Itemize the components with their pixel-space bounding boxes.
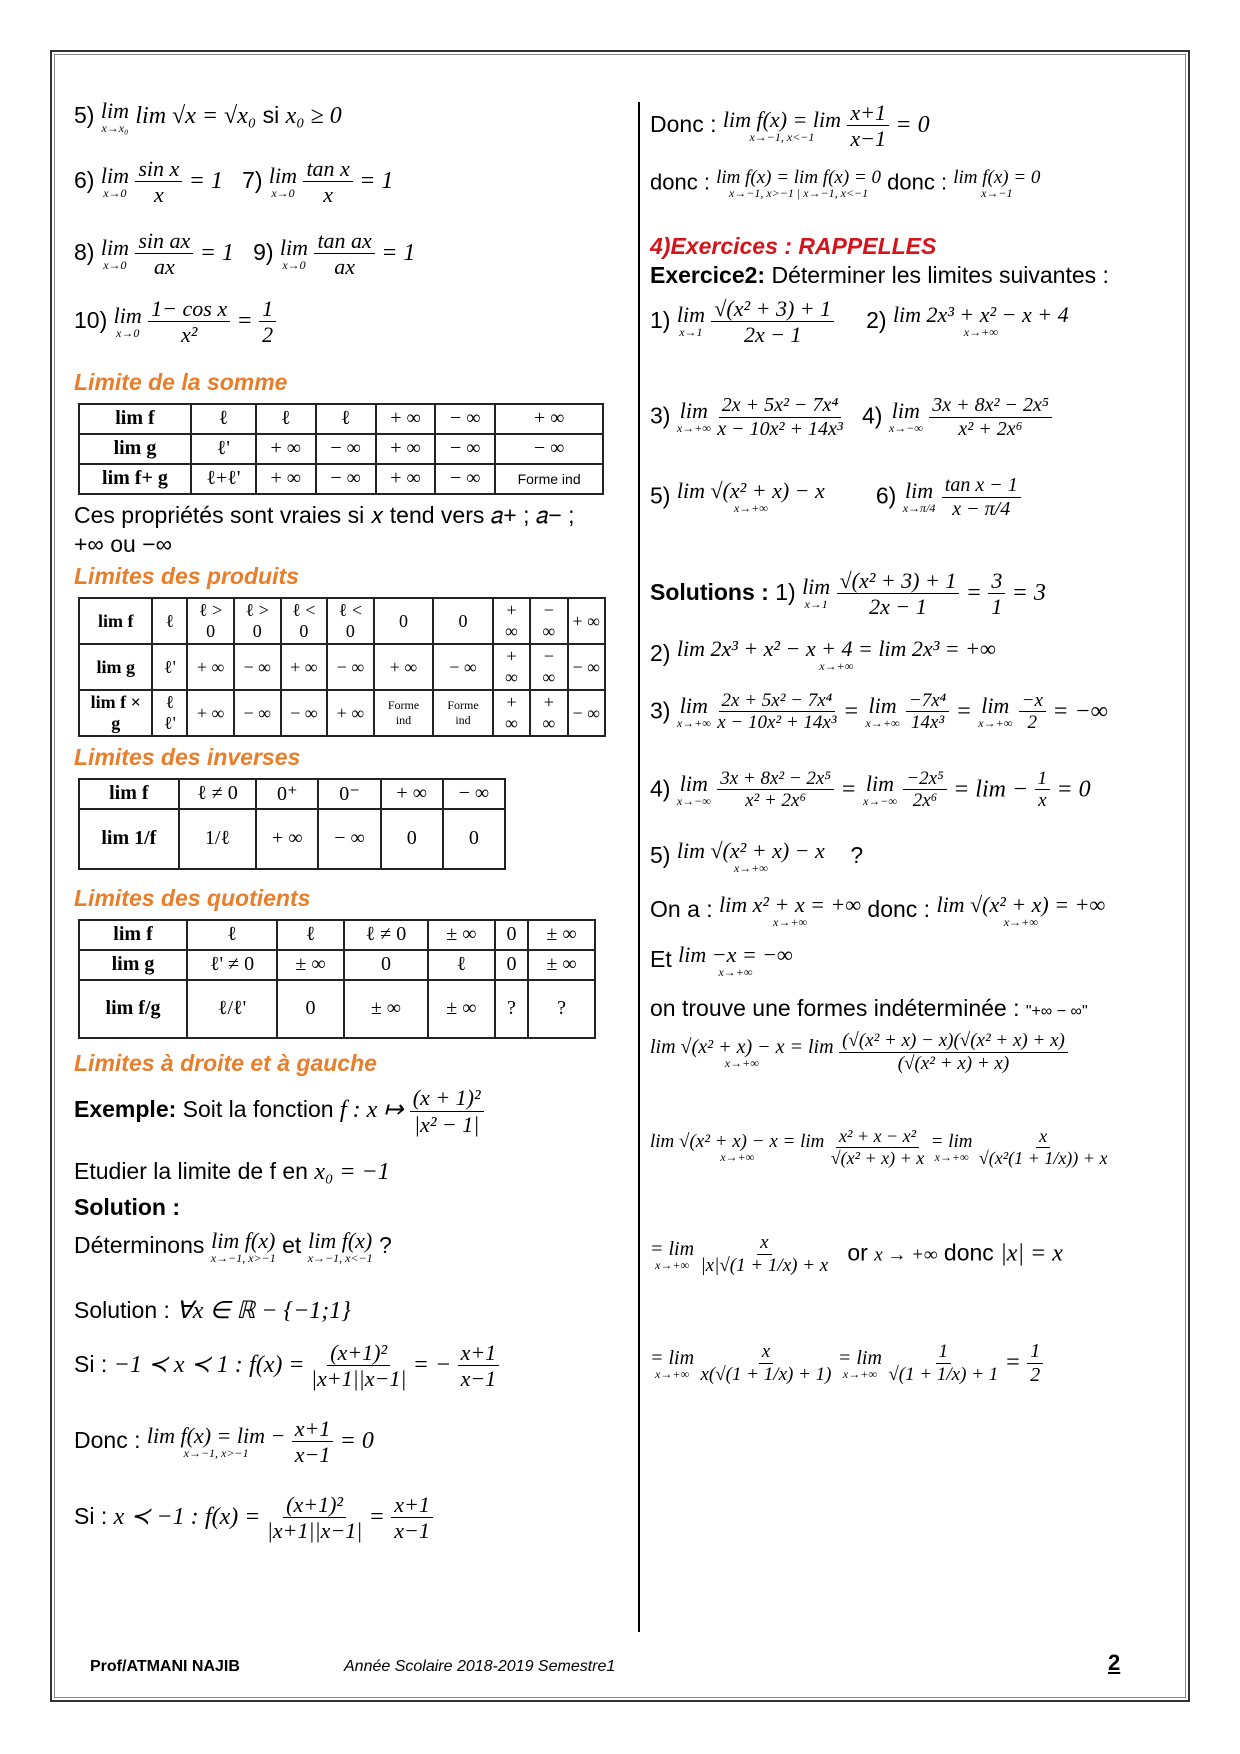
expr: lim √x = √x₀: [135, 103, 257, 130]
limit: = lim x→+∞: [650, 1237, 695, 1272]
x0-value: x₀ = −1: [314, 1159, 390, 1186]
result: = 0: [895, 111, 930, 138]
table-cell: lim f × g: [79, 690, 152, 736]
limit: lim x→−∞: [862, 770, 897, 808]
footer-year: Année Scolaire 2018-2019 Semestre1: [344, 1658, 616, 1675]
limit: lim x→−∞: [888, 398, 923, 435]
question-5-6: [650, 474, 1160, 550]
solution-number: 1): [775, 578, 796, 605]
table-cell: 0: [443, 809, 505, 869]
fraction: $\frac{1}{x}$: [1035, 768, 1051, 813]
fraction: $\frac{\text{(x+1)²}}{|x+1||x-1|}$: [266, 1492, 363, 1544]
table-cell: ℓ': [191, 434, 256, 464]
formula-6-7: [74, 156, 624, 228]
table-cell: ℓ: [277, 920, 344, 950]
limit: lim √(x² + x) − x = lim x→+∞: [650, 1035, 834, 1070]
table-cell: ℓ > 0: [234, 598, 281, 644]
limit: lim x→−∞: [676, 770, 711, 808]
donc-text: donc :: [650, 169, 710, 195]
table-cell: lim f+ g: [79, 464, 191, 494]
fraction: $\frac{\text{sin ax}}{ax}$: [135, 228, 193, 280]
fraction: $\frac{\text{(x + 1)²}}{\text{|x² − 1|}}$: [410, 1085, 484, 1137]
limit: lim x→+∞: [676, 692, 711, 730]
limit: = lim x→+∞: [650, 1346, 695, 1381]
limit: lim x→1: [802, 574, 831, 612]
heading-somme: Limite de la somme: [74, 369, 288, 395]
table-cell: 0: [344, 950, 428, 980]
table-cell: ℓ: [256, 404, 316, 434]
si-case-2: [74, 1492, 624, 1560]
table-cell: + ∞: [256, 464, 316, 494]
table-row: [79, 434, 603, 464]
result: = 3: [1011, 579, 1046, 606]
table-cell: + ∞: [187, 644, 234, 690]
table-cell: ± ∞: [428, 920, 495, 950]
text: si: [262, 102, 280, 129]
fraction: $\frac{x}{\text{√(x²(1 + 1/x)) + x}}$: [978, 1126, 1108, 1168]
table-row: [79, 779, 505, 809]
fraction: $\frac{\text{tan ax}}{ax}$: [314, 228, 374, 280]
exercice2: [650, 261, 1160, 290]
fraction: $\frac{\text{(x+1)²}}{|x+1||x-1|}$: [310, 1340, 407, 1392]
fraction: $\frac{\text{−2x⁵}}{\text{2x⁶}}$: [903, 768, 946, 813]
fraction: $\frac{\text{3x + 8x² − 2x⁵}}{\text{x² + 2x⁶}}$: [717, 768, 834, 813]
page-number: 2: [1108, 1650, 1121, 1675]
limit: lim x→0: [113, 302, 142, 340]
table-cell: − ∞: [435, 404, 495, 434]
table-cell: ℓ' ≠ 0: [187, 950, 277, 980]
question-number: 3): [650, 402, 671, 429]
condition: x ≺ −1 :: [113, 1503, 199, 1530]
table-row: [79, 598, 605, 644]
table-cell: ℓ: [152, 598, 187, 644]
table-cell: ℓ ≠ 0: [179, 779, 257, 809]
table-cell: + ∞: [381, 779, 443, 809]
fraction: $\frac{\text{√(x² + 3) + 1}}{2x - 1}$: [711, 296, 834, 348]
table-cell: ℓ: [191, 404, 256, 434]
determinons: [74, 1230, 624, 1286]
abs-result: |x| = x: [1000, 1240, 1063, 1267]
heading-quotients: Limites des quotients: [74, 884, 311, 911]
table-row: [79, 404, 603, 434]
solution-5: [650, 837, 1160, 890]
donc-text: Donc :: [650, 110, 717, 137]
table-cell: 0⁺: [256, 779, 318, 809]
formula-number: 5): [74, 102, 95, 129]
table-cell: Forme ind: [433, 690, 493, 736]
exemple: [74, 1085, 624, 1149]
table-cell: + ∞: [281, 644, 328, 690]
derivation-line-2: [650, 1126, 1160, 1222]
fraction: $\frac{\text{(√(x² + x) − x)(√(x² + x) + x)}}{\text{(√(x² + x) + x)}}$: [839, 1030, 1068, 1075]
table-cell: − ∞: [316, 464, 376, 494]
table-cell: + ∞: [256, 434, 316, 464]
fraction: $\frac{\text{sin x}}{x}$: [135, 156, 182, 208]
table-cell: 0: [495, 920, 528, 950]
props-line-2: +∞ ou −∞: [74, 530, 173, 557]
table-cell: − ∞: [327, 644, 374, 690]
table-cell: lim f: [79, 404, 191, 434]
table-cell: 0: [381, 809, 443, 869]
domain-expr: ∀x ∈ ℝ − {−1;1}: [176, 1298, 351, 1324]
derivation-line-4: [650, 1340, 1160, 1436]
forme-indeterminee: "+∞ − ∞": [1025, 1002, 1088, 1020]
function: f(x) =: [249, 1351, 305, 1378]
limit: lim −x = −∞ x→+∞: [678, 941, 793, 979]
heading-produits: Limites des produits: [74, 563, 299, 590]
limit: lim x→0: [100, 234, 129, 272]
table-cell: ℓ < 0: [281, 598, 328, 644]
table-cell: 1/ℓ: [179, 809, 257, 869]
condition: x → +∞: [874, 1244, 938, 1266]
solution-number: 3): [650, 696, 671, 723]
limit: lim x→1: [676, 302, 705, 340]
footer-author: Prof/ATMANI NAJIB: [90, 1658, 240, 1675]
et-line: [650, 941, 1160, 990]
function: f(x) =: [204, 1503, 261, 1530]
table-cell: − ∞: [568, 644, 605, 690]
table-cell: − ∞: [443, 779, 505, 809]
table-somme: [78, 403, 604, 495]
table-cell: ?: [495, 980, 528, 1038]
table-row: [79, 980, 595, 1038]
table-quotients: [78, 919, 596, 1039]
fraction: $\frac{1}{√(1 + 1/x) + 1}$: [888, 1341, 999, 1386]
limit: lim f(x) = lim x→−1, x<−1: [722, 106, 841, 144]
fraction: $\frac{\text{√(x² + 3) + 1}}{2x - 1}$: [837, 568, 960, 620]
equals: =: [236, 307, 253, 334]
solution-number: 4): [650, 774, 671, 801]
limit: lim f(x) x→−1, x<−1: [307, 1228, 373, 1265]
left-column: [74, 100, 624, 1560]
table-cell: − ∞: [234, 644, 281, 690]
fraction: $\frac{\text{tan x − 1}}{x - \pi/4}$: [942, 474, 1021, 521]
solution-3: 3) lim x→+∞ $\frac{\text{2x + 5x² − 7x⁴}}{\text{x − 10x² + 14x³}}$ = lim x→+∞ $\frac{\text{−7x⁴}}{\text{14x³}}$ = lim x→+∞ $\frac{-x}{2}$ = −∞: [650, 689, 1108, 734]
limit: lim x→0: [100, 162, 129, 200]
exercice-text: Déterminer les limites suivantes :: [771, 261, 1109, 288]
table-cell: + ∞: [376, 434, 436, 464]
table-cell: − ∞: [435, 434, 495, 464]
solution-text: Solution :: [74, 1297, 170, 1323]
fraction: $\frac{\text{2x + 5x² − 7x⁴}}{\text{x − 10x² + 14x³}}$: [717, 689, 837, 734]
solution-1: [650, 568, 1160, 638]
limit: lim x→x₀: [100, 98, 129, 135]
fraction: $\frac{3}{1}$: [988, 568, 1005, 620]
table-cell: 0: [433, 598, 493, 644]
fraction: $\frac{-x}{2}$: [1019, 690, 1046, 735]
table-cell: − ∞: [234, 690, 281, 736]
table-cell: ℓ > 0: [187, 598, 234, 644]
table-row: [79, 950, 595, 980]
fraction: $\frac{1}{2}$: [1027, 1340, 1043, 1387]
table-cell: ± ∞: [277, 950, 344, 980]
result: = 1: [199, 239, 234, 266]
table-cell: + ∞: [376, 464, 436, 494]
table-cell: + ∞: [493, 598, 530, 644]
limit: lim f(x) = lim − x→−1, x>−1: [146, 1422, 286, 1460]
limit: lim f(x) = 0 x→−1: [953, 167, 1041, 200]
table-cell: + ∞: [568, 598, 605, 644]
result: = 1: [188, 167, 223, 194]
question-number: 2): [866, 306, 887, 333]
heading-droite-gauche: Limites à droite et à gauche: [74, 1049, 377, 1076]
limit: lim √(x² + x) = +∞ x→+∞: [936, 891, 1106, 929]
determinons-text: Déterminons: [74, 1232, 205, 1259]
equals: =: [1004, 1349, 1021, 1376]
fraction: $\frac{x+1}{x-1}$: [458, 1340, 500, 1392]
fraction: $\frac{x+1}{x-1}$: [847, 100, 889, 152]
table-cell: + ∞: [376, 404, 436, 434]
formula-5: [74, 100, 624, 156]
question-number: 5): [650, 482, 671, 509]
donc-text: Donc :: [74, 1426, 141, 1453]
table-cell: − ∞: [435, 464, 495, 494]
table-cell: lim f: [79, 920, 187, 950]
limit: lim x→0: [279, 234, 309, 272]
fraction: $\frac{x+1}{x-1}$: [292, 1416, 334, 1468]
limit: lim f(x) = lim f(x) = 0 x→−1, x>−1 | x→−1, x<−1: [716, 167, 881, 200]
question-mark: ?: [379, 1232, 392, 1259]
table-row: [79, 920, 595, 950]
formula-number: 6): [74, 166, 95, 193]
result: = 0: [1056, 775, 1091, 802]
etudier-text: Etudier la limite de f en: [74, 1158, 308, 1185]
etudier: [74, 1157, 624, 1187]
fraction: $\frac{\text{2x + 5x² − 7x⁴}}{\text{x − 10x² + 14x³}}$: [717, 393, 843, 440]
limit: lim √(x² + x) − x = lim x→+∞: [650, 1130, 825, 1164]
fraction: $\frac{x}{x(√(1 + 1/x) + 1)}$: [700, 1341, 832, 1386]
question-mark: ?: [850, 841, 864, 868]
table-cell: ℓ+ℓ': [191, 464, 256, 494]
limit: = lim x→+∞: [930, 1130, 973, 1164]
limit: lim √(x² + x) − x x→+∞: [676, 478, 825, 515]
table-cell: ± ∞: [528, 950, 595, 980]
heading-exercices: 4)Exercices : RAPPELLES: [650, 233, 937, 259]
question-number: 1): [650, 306, 671, 333]
table-cell: Forme ind: [374, 690, 434, 736]
table-cell: ℓ/ℓ': [187, 980, 277, 1038]
table-cell: lim f: [79, 779, 179, 809]
solution-4: 4) lim x→−∞ $\frac{\text{3x + 8x² − 2x⁵}}{\text{x² + 2x⁶}}$ = lim x→−∞ $\frac{\text{−2x⁵}}{\text{2x⁶}}$ = lim − $\frac{1}{x}$ = 0: [650, 767, 1091, 812]
table-cell: + ∞: [530, 690, 567, 736]
fraction: $\frac{\text{1− cos x}}{\text{x²}}$: [148, 296, 230, 348]
table-cell: 0⁻: [318, 779, 380, 809]
table-cell: − ∞: [568, 690, 605, 736]
table-cell: ℓ': [152, 644, 187, 690]
limit: lim x→+∞: [865, 692, 900, 730]
table-cell: + ∞: [493, 690, 530, 736]
table-row: [79, 644, 605, 690]
column-divider: [638, 102, 640, 1632]
equals: = −: [412, 1351, 452, 1378]
question-number: 4): [862, 402, 883, 429]
table-row: [79, 809, 505, 869]
table-cell: ± ∞: [428, 980, 495, 1038]
limit: lim 2x³ + x² − x + 4 x→+∞: [892, 302, 1069, 340]
table-cell: ℓ ℓ': [152, 690, 187, 736]
question-number: 6): [875, 482, 897, 509]
exemple-label: Exemple:: [74, 1096, 177, 1123]
limit: lim f(x) x→−1, x>−1: [210, 1228, 276, 1265]
table-row: [79, 464, 603, 494]
table-cell: − ∞: [495, 434, 603, 464]
condition: −1 ≺ x ≺ 1 :: [113, 1351, 243, 1378]
table-cell: − ∞: [530, 598, 567, 644]
limit: lim x→0: [268, 162, 298, 200]
fraction: $\frac{\text{tan x}}{x}$: [303, 156, 352, 208]
table-cell: + ∞: [493, 644, 530, 690]
exercice-label: Exercice2:: [650, 261, 766, 288]
table-cell: − ∞: [433, 644, 493, 690]
props-line-1: Ces propriétés sont vraies si 𝑥 tend vers 𝑎+ ; 𝑎− ;: [74, 501, 575, 528]
table-row: [79, 690, 605, 736]
et-text: Et: [650, 945, 672, 972]
solution-number: 2): [650, 639, 671, 666]
table-cell: + ∞: [327, 690, 374, 736]
solution-heading: Solution :: [74, 1194, 181, 1221]
table-cell: 0: [374, 598, 434, 644]
solutions-label: Solutions :: [650, 578, 769, 605]
fraction: $\frac{1}{2}$: [259, 296, 276, 348]
table-cell: 0: [495, 950, 528, 980]
et-text: et: [282, 1232, 302, 1259]
limit: lim √(x² + x) − x x→+∞: [676, 837, 825, 875]
formula-number: 8): [74, 238, 95, 265]
derivation-line-3: [650, 1232, 1160, 1328]
equals: =: [965, 579, 982, 606]
on-a-text: On a :: [650, 895, 713, 922]
table-cell: 0: [277, 980, 344, 1038]
table-cell: + ∞: [187, 690, 234, 736]
donc-a: [650, 100, 1160, 162]
formula-number: 9): [253, 238, 274, 265]
table-cell: − ∞: [530, 644, 567, 690]
formula-number: 7): [242, 166, 263, 193]
table-cell: + ∞: [495, 404, 603, 434]
si-case-1: [74, 1340, 624, 1408]
table-cell: lim f/g: [79, 980, 187, 1038]
table-cell: ℓ: [316, 404, 376, 434]
table-cell: − ∞: [318, 809, 380, 869]
table-produits: [78, 597, 606, 737]
table-cell: ?: [528, 980, 595, 1038]
table-cell: + ∞: [374, 644, 434, 690]
table-cell: − ∞: [281, 690, 328, 736]
donc-text: donc :: [867, 895, 931, 922]
formula-8-9: [74, 228, 624, 296]
table-cell: ℓ: [187, 920, 277, 950]
solution-number: 5): [650, 841, 671, 868]
table-cell: lim 1/f: [79, 809, 179, 869]
table-cell: lim g: [79, 434, 191, 464]
limit: = lim x→+∞: [837, 1346, 882, 1381]
on-trouve: [650, 994, 1160, 1023]
result: = 1: [359, 167, 394, 194]
table-cell: ℓ < 0: [327, 598, 374, 644]
table-cell: ℓ: [428, 950, 495, 980]
question-1-2: [650, 296, 1160, 368]
solution-2: [650, 635, 1160, 682]
table-cell: − ∞: [316, 434, 376, 464]
limit: lim x→+∞: [978, 692, 1013, 730]
donc-text: donc :: [887, 169, 948, 195]
donc-b: [650, 168, 1160, 224]
table-cell: lim f: [79, 598, 152, 644]
table-cell: Forme ind: [495, 464, 603, 494]
table-cell: ± ∞: [344, 980, 428, 1038]
limit: lim 2x³ + x² − x + 4 = lim 2x³ = +∞ x→+∞: [676, 635, 996, 673]
donc-case-1: [74, 1416, 624, 1484]
exemple-text: Soit la fonction: [182, 1096, 334, 1123]
table-cell: lim g: [79, 644, 152, 690]
si-text: Si :: [74, 1350, 108, 1377]
result: = 0: [339, 1427, 374, 1454]
limit: lim x→π/4: [902, 478, 936, 515]
fraction: $\frac{x+1}{x-1}$: [391, 1492, 433, 1544]
formula-number: 10): [74, 306, 108, 333]
limit: lim x→+∞: [676, 398, 711, 435]
fraction: $\frac{\text{x² + x − x²}}{\text{√(x² + x) + x}}$: [830, 1126, 925, 1168]
formula-10: [74, 296, 624, 368]
heading-inverses: Limites des inverses: [74, 744, 301, 770]
fraction: $\frac{\text{−7x⁴}}{\text{14x³}}$: [906, 690, 949, 735]
condition: x₀ ≥ 0: [285, 103, 342, 130]
limit: lim x² + x = +∞ x→+∞: [719, 891, 862, 929]
fraction: $\frac{\text{3x + 8x² − 2x⁵}}{\text{x² + 2x⁶}}$: [929, 394, 1052, 441]
table-inverses: [78, 778, 506, 870]
or-text: or: [847, 1239, 868, 1266]
derivation-line-1: [650, 1030, 1160, 1122]
table-cell: ℓ ≠ 0: [344, 920, 428, 950]
donc-text: donc: [943, 1239, 994, 1266]
table-cell: ± ∞: [528, 920, 595, 950]
on-a: [650, 891, 1160, 944]
fraction: $\frac{x}{|x|√(1 + 1/x) + x}$: [700, 1232, 829, 1277]
right-column: [650, 100, 1160, 1436]
function-def: f : x ↦: [339, 1097, 404, 1124]
result: = 1: [381, 239, 416, 266]
result: = −∞: [1052, 697, 1108, 724]
table-cell: + ∞: [256, 809, 318, 869]
table-cell: lim g: [79, 950, 187, 980]
si-text: Si :: [74, 1502, 108, 1529]
equals: =: [368, 1503, 385, 1530]
question-3-4: [650, 394, 1160, 474]
solution-domain: [74, 1296, 624, 1326]
on-trouve-text: on trouve une formes indéterminée :: [650, 994, 1020, 1021]
